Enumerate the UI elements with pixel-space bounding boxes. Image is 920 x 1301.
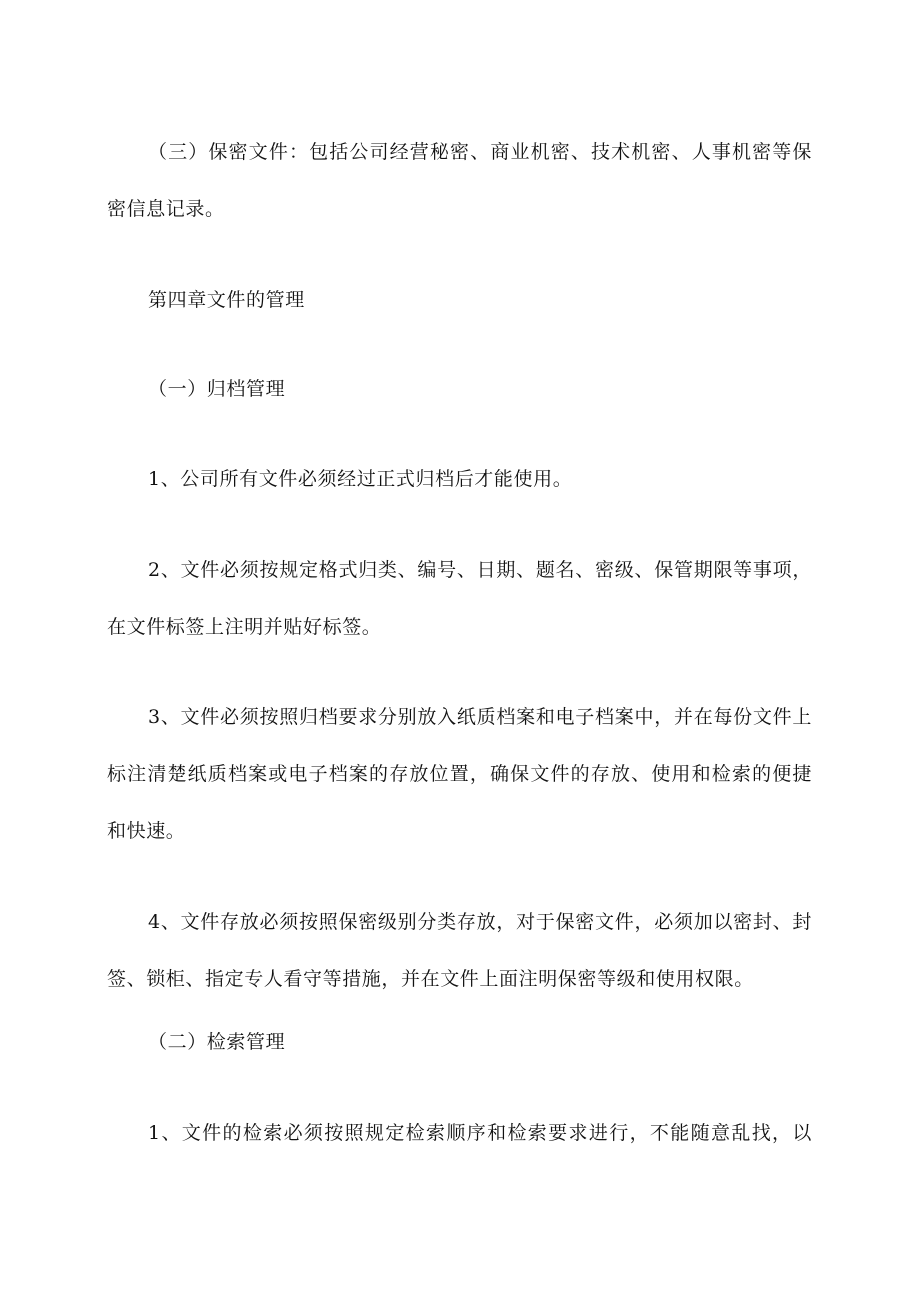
section-retrieval-heading: （二）检索管理	[148, 1031, 286, 1053]
archiving-item-3-line-1: 3、文件必须按照归档要求分别放入纸质档案和电子档案中，并在每份文件上	[148, 706, 812, 728]
chapter-4-title: 第四章文件的管理	[148, 289, 305, 311]
section-archiving-heading: （一）归档管理	[148, 378, 286, 400]
archiving-item-4-line-1: 4、文件存放必须按照保密级别分类存放，对于保密文件，必须加以密封、封	[148, 911, 812, 933]
paragraph-confidential-files-line-2: 密信息记录。	[107, 198, 225, 220]
archiving-item-3-line-3: 和快速。	[107, 820, 186, 842]
archiving-item-2-line-1: 2、文件必须按规定格式归类、编号、日期、题名、密级、保管期限等事项，	[148, 559, 812, 581]
paragraph-confidential-files-line-1: （三）保密文件：包括公司经营秘密、商业机密、技术机密、人事机密等保	[148, 141, 812, 163]
archiving-item-1: 1、公司所有文件必须经过正式归档后才能使用。	[148, 468, 573, 490]
retrieval-item-1-line-1: 1、文件的检索必须按照规定检索顺序和检索要求进行，不能随意乱找，以	[148, 1122, 812, 1144]
archiving-item-4-line-2: 签、锁柜、指定专人看守等措施，并在文件上面注明保密等级和使用权限。	[107, 968, 754, 990]
archiving-item-2-line-2: 在文件标签上注明并贴好标签。	[107, 616, 382, 638]
archiving-item-3-line-2: 标注清楚纸质档案或电子档案的存放位置，确保文件的存放、使用和检索的便捷	[107, 763, 812, 785]
